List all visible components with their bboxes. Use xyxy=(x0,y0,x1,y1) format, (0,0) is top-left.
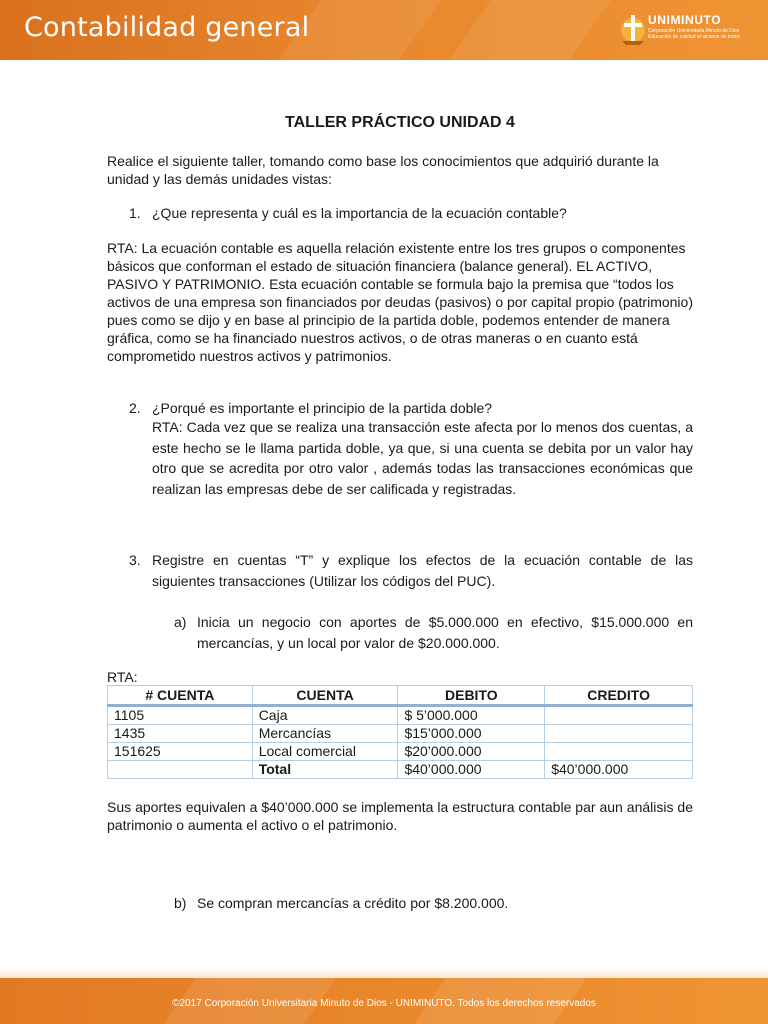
cell-account-name: Caja xyxy=(252,706,398,725)
question-1-number: 1. xyxy=(129,205,141,221)
cell-debit: $20’000.000 xyxy=(398,743,545,761)
document-title: TALLER PRÁCTICO UNIDAD 4 xyxy=(285,114,515,131)
logo-name: UNIMINUTO xyxy=(648,13,722,27)
header-cuenta: CUENTA xyxy=(252,686,398,706)
t-account-table xyxy=(107,685,693,779)
cell-account-name: Mercancías xyxy=(252,725,398,743)
question-2-number: 2. xyxy=(129,400,141,416)
course-title: Contabilidad general xyxy=(24,12,310,43)
question-3a-letter: a) xyxy=(174,614,187,630)
cell-account-code: 151625 xyxy=(108,743,253,761)
table-row xyxy=(108,725,693,743)
cell-credit xyxy=(545,743,693,761)
cell-account-code: 1105 xyxy=(108,706,253,725)
uniminuto-logo-icon xyxy=(618,11,648,47)
question-2-text: ¿Porqué es importante el principio de la partida doble? xyxy=(152,400,493,416)
aportes-paragraph: Sus aportes equivalen a $40’000.000 se implementa la estructura contable par aun análisis de patrimonio o aumenta el activo o el patrimonio. xyxy=(107,799,693,833)
header-credito: CREDITO xyxy=(545,686,693,706)
table-row xyxy=(108,743,693,761)
question-3-number: 3. xyxy=(129,552,141,568)
table-row xyxy=(108,706,693,725)
header-debito: DEBITO xyxy=(398,686,545,706)
cell-total-debit: $40’000.000 xyxy=(398,761,545,779)
rta-label: RTA: xyxy=(107,669,138,685)
question-3b-letter: b) xyxy=(174,895,187,911)
cell-total-label: Total xyxy=(252,761,398,779)
question-1-text: ¿Que representa y cuál es la importancia de la ecuación contable? xyxy=(152,205,567,221)
answer-2: RTA: Cada vez que se realiza una transacción este afecta por lo menos dos cuentas, a este hecho se le llama partida doble, ya que, si una cuenta se debita por un valor hay otro que se acredita por otro valor , además todas las transacciones económicas que realizan las empresas debe de ser calificada y registradas. xyxy=(152,419,693,497)
table-total-row xyxy=(108,761,693,779)
cell-credit xyxy=(545,706,693,725)
page-header xyxy=(0,0,768,60)
cell-credit xyxy=(545,725,693,743)
logo-subtitle: Corporación Universitaria Minuto de Dios Educación de calidad al alcance de todos xyxy=(648,28,741,40)
header-cuenta-number: # CUENTA xyxy=(108,686,253,706)
question-3-text: Registre en cuentas “T” y explique los efectos de la ecuación contable de las siguientes transacciones (Utilizar los códigos del PUC). xyxy=(152,552,693,589)
cell-debit: $ 5’000.000 xyxy=(398,706,545,725)
question-3a-text: Inicia un negocio con aportes de $5.000.000 en efectivo, $15.000.000 en mercancías, y un local por valor de $20.000.000. xyxy=(197,614,693,651)
intro-paragraph: Realice el siguiente taller, tomando como base los conocimientos que adquirió durante la unidad y las demás unidades vistas: xyxy=(107,153,659,187)
cell-debit: $15’000.000 xyxy=(398,725,545,743)
cell-account-name: Local comercial xyxy=(252,743,398,761)
cell-total-credit: $40’000.000 xyxy=(545,761,693,779)
uniminuto-logo xyxy=(618,11,758,47)
header-decoration xyxy=(449,0,611,60)
page-footer xyxy=(0,978,768,1024)
cell-account-code xyxy=(108,761,253,779)
answer-1: RTA: La ecuación contable es aquella relación existente entre los tres grupos o componentes básicos que conforman el estado de situación financiera (balance general). EL ACTIVO, PASIVO Y PATRIMONIO. Esta ecuación contable se formula bajo la premisa que “todos los activos de una empresa son financiados por deudas (pasivos) o por capital propio (patrimonio) pues como se dijo y en base al principio de la partida doble, podemos entender de manera gráfica, como se ha financiado nuestros activos, o de otras maneras o en cuanto está comprometido nuestros activos y patrimonios. xyxy=(107,240,693,364)
table-header-row xyxy=(108,686,693,706)
question-3b-text: Se compran mercancías a crédito por $8.200.000. xyxy=(197,895,509,911)
copyright-text: ©2017 Corporación Universitaria Minuto de Dios - UNIMINUTO. Todos los derechos reservados xyxy=(172,998,596,1009)
cell-account-code: 1435 xyxy=(108,725,253,743)
